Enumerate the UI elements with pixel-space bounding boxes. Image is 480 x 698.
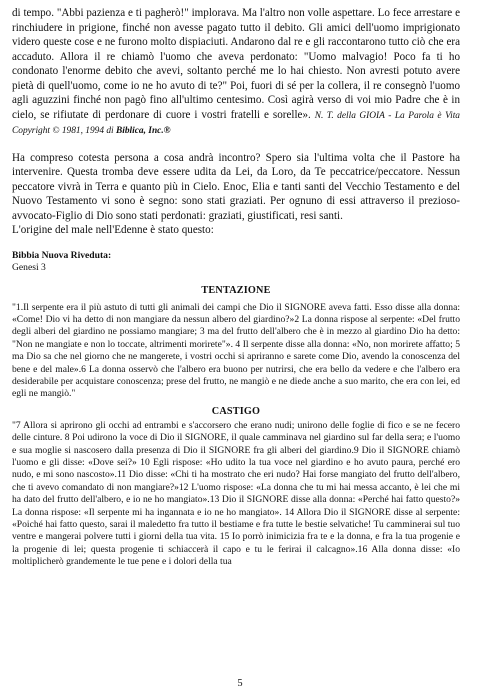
bible-book: Genesi 3 <box>12 261 46 273</box>
credit-prefix: N. T. della GIOIA - La Parola è Vita Copyright © 1981, 1994 di <box>12 110 460 136</box>
credit-suffix: , Inc.® <box>143 126 171 136</box>
section-heading-castigo: CASTIGO <box>211 405 261 417</box>
parable-paragraph <box>12 6 460 139</box>
credit-publisher: Biblica <box>116 126 144 136</box>
scripture-text-castigo: "7 Allora si aprirono gli occhi ad entrambi e s'accorsero che erano nudi; unirono delle foglie di fico e se ne fecero delle cinture. 8 Poi udirono la voce di Dio il SIGNORE, il quale camminava nel giardino sul far della sera; e l'uomo e sua moglie si nascosero dalla presenza di Dio il SIGNORE fra gli alberi del giardino.9 Dio il SIGNORE chiamò l'uomo e gli disse: «Dove sei?» 10 Egli rispose: «Ho udito la tua voce nel giardino e ho avuto paura, perché ero nudo, e mi sono nascosto».11 Dio disse: «Chi ti ha mostrato che eri nudo? Hai forse mangiato del frutto dell'albero, che ti avevo comandato di non mangiare?»12 L'uomo rispose: «La donna che tu mi hai messa accanto, è lei che mi ha dato del frutto dell'albero, e io ne ho mangiato».13 Dio il SIGNORE disse alla donna: «Perché hai fatto questo?» La donna rispose: «Il serpente mi ha ingannata e io ne ho mangiato». 14 Allora Dio il SIGNORE disse al serpente: «Poiché hai fatto questo, sarai il maledetto fra tutto il bestiame e fra tutte le bestie selvatiche! Tu camminerai sul tuo ventre e mangerai polvere tutti i giorni della tua vita. 15 Io porrò inimicizia fra te e la donna, e fra la tua progenie e la progenie di lei; questa progenie ti schiaccerà il capo e tu le ferirai il calcagno».16 Alla donna disse: «Io moltiplicherò grandemente le tue pene e i dolori della tua <box>12 419 460 568</box>
scripture-reference <box>12 250 460 274</box>
section-heading-tentazione: TENTAZIONE <box>201 284 271 296</box>
origin-line: L'origine del male nell'Edenne è stato questo: <box>12 224 214 236</box>
bible-version: Bibbia Nuova Riveduta: <box>12 249 112 261</box>
pastor-paragraph: Ha compreso cotesta persona a cosa andrà incontro? Spero sia l'ultima volta che il Pastore ha intervenire. Questa tromba deve essere udita da Lei, da Loro, da Te peccatrice/peccatore. Nessun peccatore vivrà in Terra e quanto più in Cielo. Enoc, Elia e tanti santi del Vecchio Testamento e del Nuovo Testamento vi sono è segno: sono stati graziati. Per ognuno di essi attraverso il prezioso-avvocato-Figlio di Dio sono stati perdonati: graziati, giustificati, resi santi. <box>12 151 460 222</box>
scripture-text-tentazione: "1.Il serpente era il più astuto di tutti gli animali dei campi che Dio il SIGNORE aveva fatti. Esso disse alla donna: «Come! Dio vi ha detto di non mangiare da nessun albero del giardino?»2 La donna rispose al serpente: «Del frutto degli alberi del giardino ne possiamo mangiare; 3 ma del frutto dell'albero che è in mezzo al giardino Dio ha detto: "Non ne mangiate e non lo toccate, altrimenti morirete"». 4 Il serpente disse alla donna: «No, non morirete affatto; 5 ma Dio sa che nel giorno che ne mangerete, i vostri occhi si apriranno e sarete come Dio, avendo la conoscenza del bene e del male».6 La donna osservò che l'albero era buono per nutrirsi, che era bello da vedere e che l'albero era desiderabile per acquistare conoscenza; prese del frutto, ne mangiò e ne diede anche a suo marito, che era con lei, ed egli ne mangiò." <box>12 301 460 400</box>
page-number: 5 <box>237 678 243 689</box>
parable-text: di tempo. "Abbi pazienza e ti pagherò!" implorava. Ma l'altro non volle aspettare. Lo fece arrestare e rinchiudere in prigione, finché non avesse pagato tutto il debito. Gli amici dell'uomo imprigionato videro queste cose e ne furono molto dispiaciuti. Andarono dal re e gli raccontarono tutto ciò che era accaduto. Allora il re chiamò l'uomo che aveva perdonato: "Uomo malvagio! Poco fa ti ho condonato l'enorme debito che avevi, soltanto perché me lo hai chiesto. Non avresti potuto avere pietà di quell'uomo, come io ne ho avuto di te?" Poi, fuori di sé per la collera, il re consegnò l'uomo agli aguzzini finché non pagò fino all'ultimo centesimo. Così agirà verso di voi mio Padre che è in cielo, se rifiutate di perdonare di cuore i vostri fratelli e sorelle». <box>12 7 460 121</box>
